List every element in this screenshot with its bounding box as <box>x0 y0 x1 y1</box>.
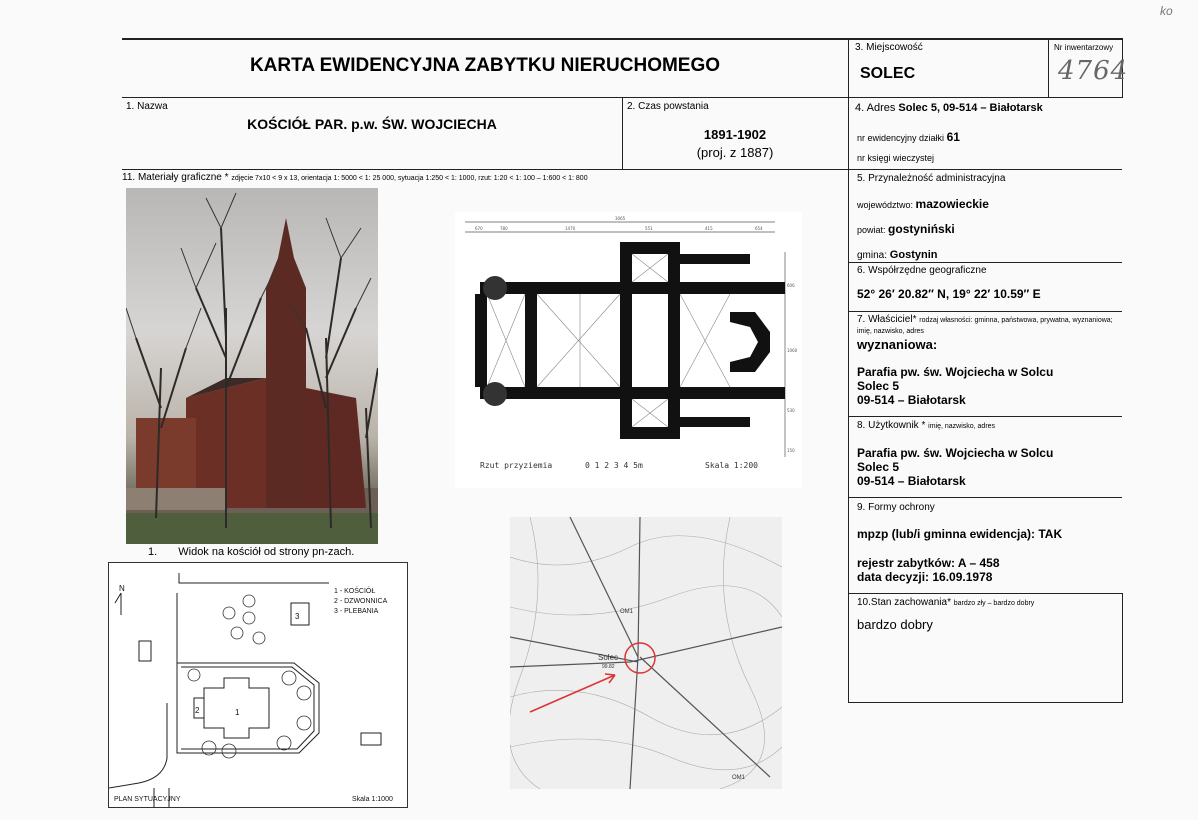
row-divider <box>848 311 1122 312</box>
photo-caption <box>148 546 354 558</box>
legend-item: 1 - KOŚCIÓŁ <box>334 588 376 595</box>
locality-label: 3. Miejscowość <box>855 42 923 53</box>
owner-line: 09-514 – Białotarsk <box>857 393 966 407</box>
column-divider <box>1048 38 1049 98</box>
owner-type: wyznaniowa: <box>857 337 938 352</box>
locality-value: SOLEC <box>860 65 916 82</box>
land-register-label: nr księgi wieczystej <box>857 153 935 163</box>
protection-decision: data decyzji: 16.09.1978 <box>857 570 993 584</box>
site-plan-scale: Skala 1:1000 <box>352 796 393 803</box>
row-divider <box>848 702 1123 703</box>
legend-item: 2 - DZWONNICA <box>334 598 388 605</box>
user-label-block <box>857 420 995 431</box>
owner-line: Solec 5 <box>857 379 900 393</box>
row-divider <box>848 262 1122 263</box>
address-value: Solec 5, 09-514 – Białotarsk <box>898 102 1043 114</box>
commune-label: gmina: <box>857 250 888 261</box>
site-plan <box>108 562 408 808</box>
address-label: 4. Adres <box>855 102 896 114</box>
user-hint: imię, nazwisko, adres <box>928 423 996 430</box>
site-mark: 3 <box>295 612 300 621</box>
graphics-label-text: 11. Materiały graficzne * <box>122 172 229 183</box>
top-border <box>122 38 1122 40</box>
commune <box>857 249 937 261</box>
condition-hint: bardzo zły – bardzo dobry <box>953 600 1035 607</box>
dim-label: 1060 <box>787 348 798 353</box>
owner-label: 7. Właściciel* <box>857 314 917 325</box>
coords-value: 52° 26′ 20.82″ N, 19° 22′ 10.59″ E <box>857 287 1041 301</box>
church-illustration <box>126 188 378 544</box>
county-label: powiat: <box>857 225 886 235</box>
created-label: 2. Czas powstania <box>627 101 709 112</box>
row-divider <box>848 497 1122 498</box>
voivodeship <box>857 197 989 211</box>
voivodeship-label: województwo: <box>857 200 914 210</box>
admin-label: 5. Przynależność administracyjna <box>857 173 1006 184</box>
photo-caption-number: 1. <box>148 546 158 558</box>
column-divider <box>1122 593 1123 703</box>
owner-hint: rodzaj własności: gminna, państwowa, prywatna, wyznaniowa; imię, nazwisko, adres <box>857 317 1113 335</box>
floor-plan-caption: Rzut przyziemia <box>480 461 553 470</box>
site-plan-title: PLAN SYTUACYJNY <box>114 796 181 803</box>
location-map <box>510 517 782 789</box>
created-years: 1891-1902 <box>703 127 767 142</box>
condition-value: bardzo dobry <box>857 617 933 632</box>
column-divider <box>848 38 849 703</box>
condition-label: 10.Stan zachowania* <box>857 597 951 608</box>
floor-plan-scalebar: 0 1 2 3 4 5m <box>585 461 643 470</box>
map-elevation: 99.82 <box>602 664 615 670</box>
row-divider <box>848 416 1122 417</box>
map-mark: OM1 <box>732 775 746 781</box>
dim-label: 551 <box>645 226 653 231</box>
legend-item: 3 - PLEBANIA <box>334 608 379 615</box>
plot-number <box>857 130 960 144</box>
graphics-spec: zdjęcie 7x10 < 9 x 13, orientacja 1: 5000 < 1: 25 000, sytuacja 1:250 < 1: 1000, rzut: 1:20 < 1: 100 – 1:600 < 1: 800 <box>231 175 588 182</box>
dim-label: 415 <box>705 226 713 231</box>
protection-register: rejestr zabytków: A – 458 <box>857 556 1000 570</box>
owner-line: Parafia pw. św. Wojciecha w Solcu <box>857 365 1054 379</box>
user-address <box>857 446 1053 488</box>
address <box>855 102 1043 114</box>
protection-mpzp: mpzp (lub/i gminna ewidencja): TAK <box>857 527 1063 541</box>
plot-label: nr ewidencyjny działki <box>857 133 945 143</box>
county-value: gostyniński <box>888 222 955 236</box>
church-photo <box>126 188 378 544</box>
row-divider <box>122 169 1122 170</box>
dim-label: 530 <box>787 408 795 413</box>
map-place-label: Solec <box>598 653 619 662</box>
user-line: Parafia pw. św. Wojciecha w Solcu <box>857 446 1054 460</box>
photo-caption-text: Widok na kościół od strony pn-zach. <box>178 546 355 558</box>
dim-label: 654 <box>755 226 763 231</box>
page-title: KARTA EWIDENCYJNA ZABYTKU NIERUCHOMEGO <box>249 55 721 76</box>
site-mark: 2 <box>195 706 200 715</box>
floor-plan-scale: Skala 1:200 <box>705 461 758 470</box>
dim-label: 3065 <box>615 216 626 221</box>
dim-label: 1470 <box>565 226 576 231</box>
owner-address <box>857 365 1053 407</box>
condition-label-block <box>857 597 1034 608</box>
owner-label-block <box>857 315 1119 337</box>
floor-plan <box>455 212 802 488</box>
object-name: KOŚCIÓŁ PAR. p.w. ŚW. WOJCIECHA <box>247 116 497 132</box>
row-divider <box>848 593 1122 594</box>
user-line: 09-514 – Białotarsk <box>857 474 966 488</box>
dim-label: 670 <box>475 226 483 231</box>
corner-mark: ko <box>1160 4 1173 18</box>
plot-value: 61 <box>946 130 960 144</box>
commune-value: Gostynin <box>889 249 938 261</box>
site-mark: 1 <box>235 708 240 717</box>
graphics-label <box>122 172 588 183</box>
county <box>857 222 955 236</box>
site-plan-drawing <box>109 563 407 807</box>
dim-label: 150 <box>787 448 795 453</box>
inventory-label: Nr inwentarzowy <box>1054 43 1114 52</box>
user-line: Solec 5 <box>857 460 900 474</box>
voivodeship-value: mazowieckie <box>915 197 989 211</box>
dim-label: 606 <box>787 283 795 288</box>
created-note: (proj. z 1887) <box>696 145 774 160</box>
inventory-number: 4764 <box>1058 56 1129 86</box>
protection-label: 9. Formy ochrony <box>857 502 935 513</box>
dim-label: 780 <box>500 226 508 231</box>
floor-plan-drawing <box>455 212 802 488</box>
user-label: 8. Użytkownik * <box>857 420 926 431</box>
topographic-map <box>510 517 782 789</box>
name-label: 1. Nazwa <box>126 101 168 112</box>
coords-label: 6. Współrzędne geograficzne <box>857 265 987 276</box>
map-mark: OM1 <box>620 609 634 615</box>
north-arrow-label: N <box>119 584 125 593</box>
